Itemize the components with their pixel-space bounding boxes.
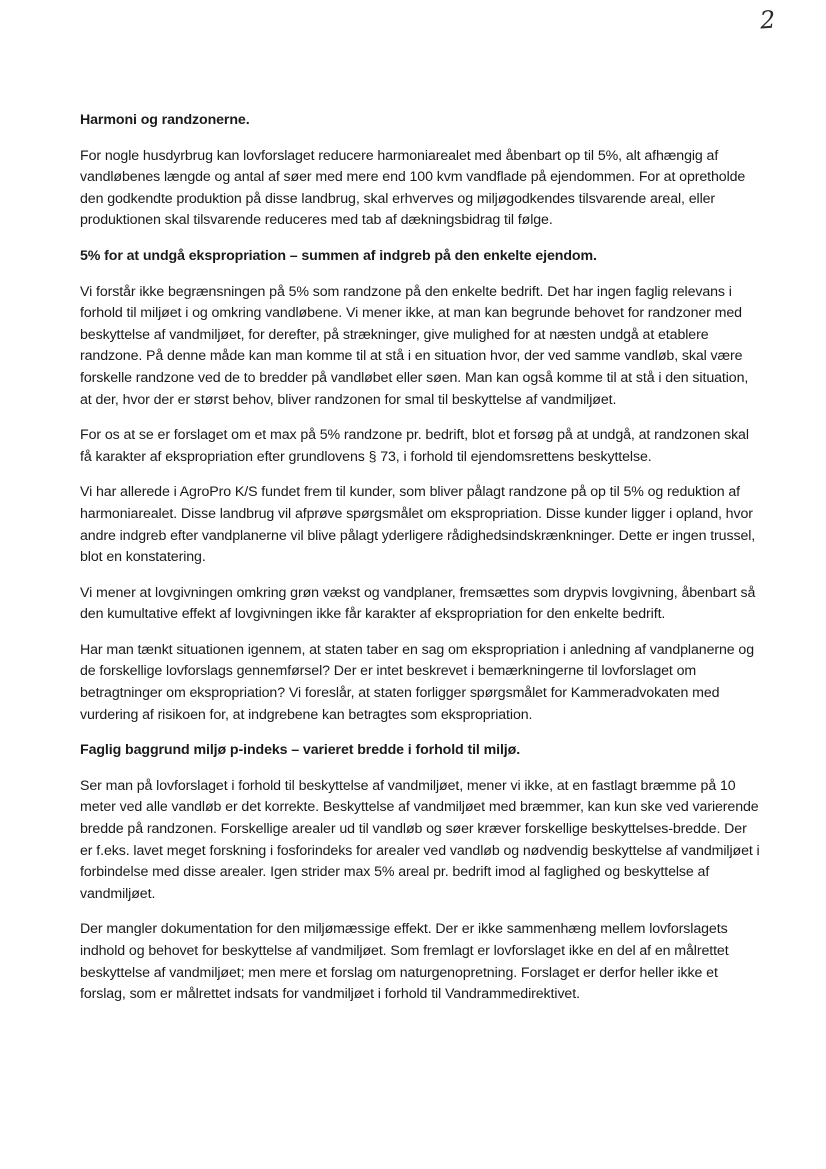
paragraph: Vi har allerede i AgroPro K/S fundet frem til kunder, som bliver pålagt randzone på op til 5% og reduktion af harmoniarealet. Disse landbrug vil afprøve spørgsmålet om ekspropriation. Disse kunder ligger i opland, hvor andre indgreb efter vandplanerne vil blive pålagt yderligere rådighedsindskrænkninger. Dette er ingen trussel, blot en konstatering. [80,484,756,566]
section-faglig-baggrund [80,740,760,1006]
paragraph: Der mangler dokumentation for den miljømæssige effekt. Der er ikke sammenhæng mellem lovforslagets indhold og behovet for beskyttelse af vandmiljøet. Som fremlagt er lovforslaget ikke en del af en målrettet beskyttelse af vandmiljøet; men mere et forslag om naturgenopretning. Forslaget er derfor heller ikke et forslag, som er målrettet indsats for vandmiljøet i forhold til Vandrammedirektivet. [80,921,729,1003]
section-heading: Faglig baggrund miljø p-indeks – varieret bredde i forhold til miljø. [80,742,521,759]
document-body [80,110,760,1020]
section-heading: 5% for at undgå ekspropriation – summen af indgreb på den enkelte ejendom. [80,247,597,264]
paragraph: Ser man på lovforslaget i forhold til beskyttelse af vandmiljøet, mener vi ikke, at en fastlagt bræmme på 10 meter ved alle vandløb er det korrekte. Beskyttelse af vandmiljøet med bræmmer, kan kun ske ved varierende bredde på randzonen. Forskellige arealer ud til vandløb og søer kræver forskellige beskyttelses-bredde. Der er f.eks. lavet meget forskning i fosforindeks for arealer ved vandløb og nødvendig beskyttelse af vandmiljøet i forbindelse med disse arealer. Igen strider max 5% areal pr. bedrift imod al faglighed og beskyttelse af vandmiljøet. [80,777,760,902]
section-harmoni [80,110,760,232]
paragraph: Har man tænkt situationen igennem, at staten taber en sag om ekspropriation i anledning af vandplanerne og de forskellige lovforslags gennemførsel? Der er intet beskrevet i bemærkningerne til lovforslaget om betragtninger om ekspropriation? Vi foreslår, at staten forligger spørgsmålet for Kammeradvokaten med vurdering af risikoen for, at indgrebene kan betragtes som ekspropriation. [80,641,754,723]
section-heading: Harmoni og randzonerne. [80,112,250,128]
paragraph: For os at se er forslaget om et max på 5% randzone pr. bedrift, blot et forsøg på at undgå, at randzonen skal få karakter af ekspropriation efter grundlovens § 73, i forhold til ejendomsrettens beskyttelse. [80,427,749,465]
paragraph: Vi mener at lovgivningen omkring grøn vækst og vandplaner, fremsættes som drypvis lovgivning, åbenbart så den kumultative effekt af lovgivningen ikke får karakter af ekspropriation for den enkelte bedrift. [80,584,756,623]
page-number: 2 [759,5,777,35]
paragraph: For nogle husdyrbrug kan lovforslaget reducere harmoniarealet med åbenbart op til 5%, alt afhængig af vandløbenes længde og antal af søer med mere end 100 kvm vandflade på ejendommen. For at opretholde den godkendte produktion på disse landbrug, skal erhverves og miljøgodkendes tilsvarende areal, eller produktionen skal tilsvarende reduceres med tab af dækningsbidrag til følge. [80,147,746,229]
paragraph: Vi forstår ikke begrænsningen på 5% som randzone på den enkelte bedrift. Det har ingen faglig relevans i forhold til miljøet i og omkring vandløbene. Vi mener ikke, at man kan begrunde behovet for randzoner med beskyttelse af vandmiljøet, for derefter, på strækninger, give mulighed for at næsten undgå at etablere randzone. På denne måde kan man komme til at stå i en situation hvor, der ved samme vandløb, skal være forskelle randzone ved de to bredder på vandløbet eller søen. Man kan også komme til at stå i den situation, at der, hvor der er størst behov, bliver randzonen for smal til beskyttelse af vandmiljøet. [80,283,749,408]
section-ekspropriation [80,246,760,726]
